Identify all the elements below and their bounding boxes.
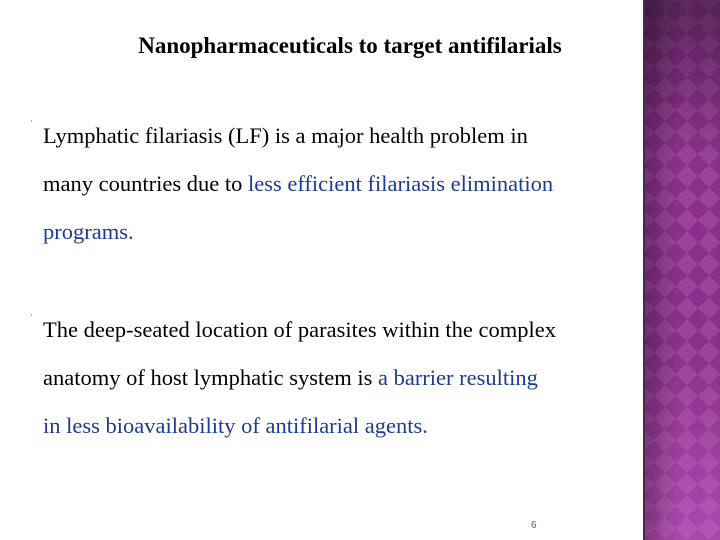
highlight-text: in less bioavailability of antifilarial agents. xyxy=(43,413,428,438)
sidebar-divider xyxy=(643,0,645,540)
text-line xyxy=(43,112,643,160)
text-run: many countries due to xyxy=(43,171,248,196)
text-run: anatomy of host lymphatic system is xyxy=(43,365,378,390)
text-line xyxy=(43,208,643,256)
decorative-sidebar xyxy=(643,0,720,540)
text-line xyxy=(43,402,643,450)
text-run: The deep-seated location of parasites within the complex xyxy=(43,317,556,342)
text-line xyxy=(43,354,643,402)
text-run: Lymphatic filariasis (LF) is a major health problem in xyxy=(43,123,528,148)
bullet-icon: · xyxy=(30,116,33,126)
highlight-text: less efficient filariasis elimination xyxy=(247,171,554,196)
page-number: 6 xyxy=(531,520,537,531)
highlight-text: a barrier resulting xyxy=(377,365,538,390)
highlight-text: programs. xyxy=(43,219,134,244)
text-line xyxy=(43,160,643,208)
text-line xyxy=(43,306,643,354)
bullet-text xyxy=(43,112,643,256)
bullet-text xyxy=(43,306,643,450)
bullet-icon: · xyxy=(30,310,33,320)
slide-title: Nanopharmaceuticals to target antifilarials xyxy=(138,33,562,58)
